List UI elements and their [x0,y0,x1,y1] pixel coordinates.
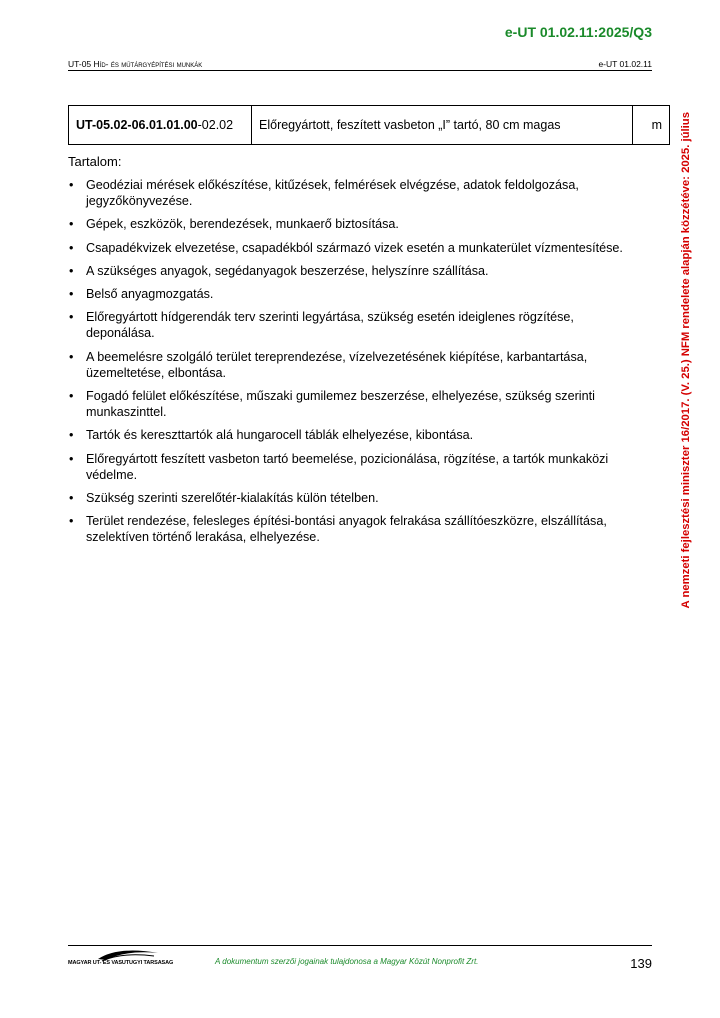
footer-divider [68,945,652,946]
list-item-text: Belső anyagmozgatás. [86,287,214,302]
list-item: • Fogadó felület előkészítése, műszaki gumilemez beszerzése, elhelyezése, szükség szerinti munkaszinttel. [69,389,595,420]
content-label: Tartalom: [68,154,122,169]
header-section-title: UT-05 Híd- és műtárgyépítési munkák [68,59,203,69]
page-number: 139 [630,956,652,971]
list-item: • Gépek, eszközök, berendezések, munkaerő biztosítása. [69,217,399,232]
list-item-text: Előregyártott hídgerendák terv szerinti legyártása, szükség esetén ideiglenes rögzítése, deponálása. [86,310,574,341]
item-code: UT-05.02-06.01.01.00 [76,118,198,132]
item-code-cell [69,106,252,145]
list-item: • Geodéziai mérések előkészítése, kitűzések, felmérések elvégzése, adatok feldolgozása, jegyzőkönyvezése. [69,178,579,208]
list-item: • Terület rendezése, felesleges építési-bontási anyagok felrakása szállítóeszközre, elszállítása, szelektíven történő lerakása, elhelyezése. [69,514,607,545]
society-logo [68,948,174,970]
header-document-id: e-UT 01.02.11 [598,59,652,69]
list-item-text: Fogadó felület előkészítése, műszaki gumilemez beszerzése, elhelyezése, szükség szerinti munkaszinttel. [86,389,595,420]
list-item-text: Terület rendezése, felesleges építési-bontási anyagok felrakása szállítóeszközre, elszállítása, szelektíven történő lerakása, elhelyezése. [86,514,607,545]
content-list [68,177,628,553]
list-item: • A beemelésre szolgáló terület tereprendezése, vízelvezetésének kiépítése, karbantartása, üzemeltetése, elbontása. [69,349,588,380]
list-item: • Tartók és kereszttartók alá hungarocell táblák elhelyezése, kibontása. [69,428,474,443]
list-item-text: A beemelésre szolgáló terület tereprendezése, vízelvezetésének kiépítése, karbantartása, üzemeltetése, elbontása. [86,349,588,380]
list-item-text: A szükséges anyagok, segédanyagok beszerzése, helyszínre szállítása. [86,263,489,278]
list-item-text: Geodéziai mérések előkészítése, kitűzések, felmérések elvégzése, adatok feldolgozása, jegyzőkönyvezése. [86,178,579,208]
list-item-text: Szükség szerinti szerelőtér-kialakítás külön tételben. [86,490,379,505]
list-item: • Csapadékvizek elvezetése, csapadékból származó vizek esetén a munkaterület vízmentesítése. [69,240,623,255]
list-item: • Szükség szerinti szerelőtér-kialakítás külön tételben. [69,490,379,505]
list-item: • A szükséges anyagok, segédanyagok beszerzése, helyszínre szállítása. [69,263,489,278]
document-code: e-UT 01.02.11:2025/Q3 [504,24,652,40]
list-item: • Előregyártott hídgerendák terv szerinti legyártása, szükség esetén ideiglenes rögzítése, deponálása. [69,310,574,341]
item-table [68,105,670,145]
item-row [69,106,670,145]
list-item-text: Csapadékvizek elvezetése, csapadékból származó vizek esetén a munkaterület vízmentesítése. [86,240,623,255]
list-item: • Belső anyagmozgatás. [69,287,214,302]
list-item: • Előregyártott feszített vasbeton tartó beemelése, pozicionálása, rögzítése, a tartók munkaközi védelme. [69,451,609,482]
list-item-text: Előregyártott feszített vasbeton tartó beemelése, pozicionálása, rögzítése, a tartók munkaközi védelme. [86,451,609,482]
item-unit: m [633,106,670,145]
header-divider [68,70,652,71]
item-code-suffix: -02.02 [197,118,234,132]
list-item-text: Tartók és kereszttartók alá hungarocell táblák elhelyezése, kibontása. [86,428,474,443]
list-item-text: Gépek, eszközök, berendezések, munkaerő biztosítása. [86,217,399,232]
logo-text: MAGYAR UT- ES VASUTUGYI TARSASAG [68,960,174,966]
item-description: Előregyártott, feszített vasbeton „I” tartó, 80 cm magas [252,106,633,145]
publication-note-text: A nemzeti fejlesztési miniszter 16/2017. (V. 25.) NFM rendelete alapján közzétéve: 2025. július [680,111,692,609]
copyright-notice: A dokumentum szerzői jogainak tulajdonosa a Magyar Közút Nonprofit Zrt. [215,957,479,966]
publication-note [672,95,700,625]
